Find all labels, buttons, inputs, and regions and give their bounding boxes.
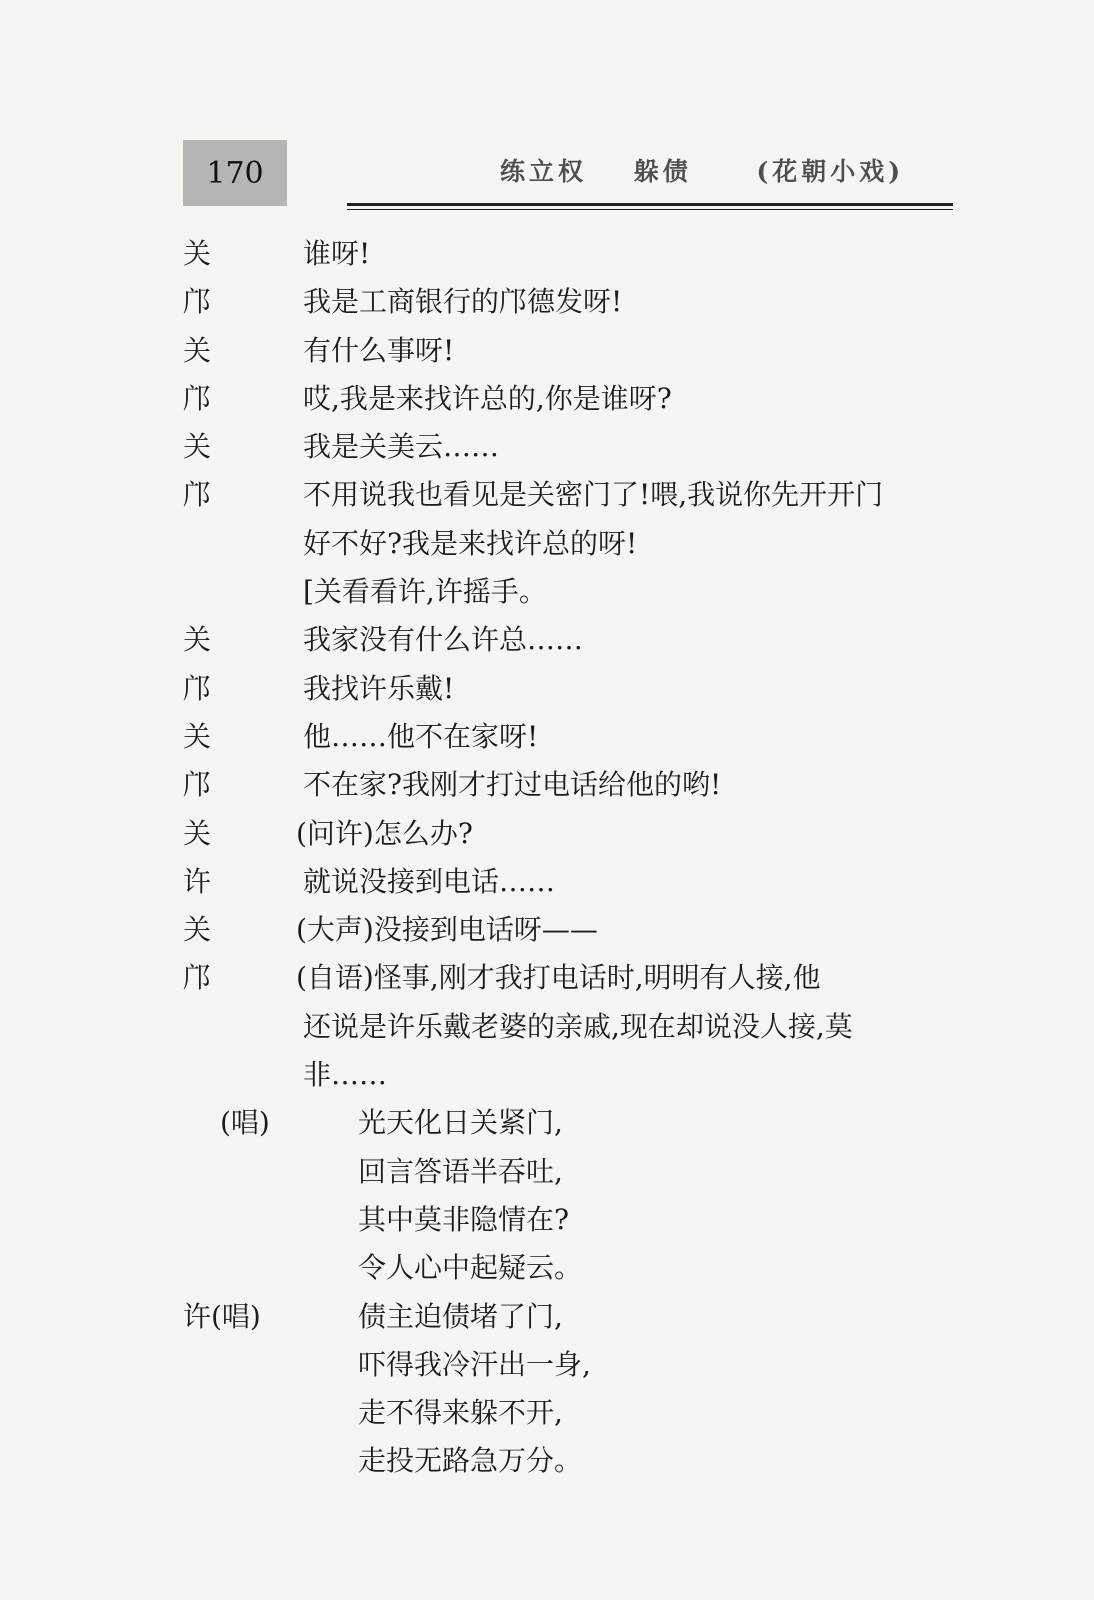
speaker: 邝 — [183, 671, 212, 705]
line-text: 有什么事呀! — [303, 333, 455, 367]
verse-text: 令人心中起疑云。 — [358, 1251, 583, 1285]
line-text: (大声)没接到电话呀—— — [296, 913, 598, 947]
line-text: 我家没有什么许总…… — [303, 623, 584, 657]
line-text: 我是关美云…… — [303, 430, 500, 464]
song-speaker: (唱) — [220, 1106, 270, 1140]
line-text: 非…… — [303, 1058, 388, 1092]
line-text: 还说是许乐戴老婆的亲戚,现在却说没人接,莫 — [303, 1009, 853, 1043]
speaker: 邝 — [183, 285, 212, 319]
line-text: 不在家?我刚才打过电话给他的哟! — [303, 768, 722, 802]
dialogue-line — [183, 423, 953, 471]
verse-text: 走投无路急万分。 — [358, 1444, 583, 1478]
song-line — [183, 1437, 953, 1485]
speaker: 关 — [183, 623, 212, 657]
song-line — [183, 1244, 953, 1292]
dialogue-line-continued — [183, 1003, 953, 1051]
speaker: 许 — [183, 864, 212, 898]
dialogue-line — [183, 810, 953, 858]
dialogue-line — [183, 954, 953, 1002]
speaker: 邝 — [183, 381, 212, 415]
line-text: (自语)怪事,刚才我打电话时,明明有人接,他 — [296, 961, 821, 995]
verse-text: 回言答语半吞吐, — [358, 1154, 563, 1188]
line-text: 哎,我是来找许总的,你是谁呀? — [303, 381, 672, 415]
dialogue-line — [183, 906, 953, 954]
line-text: 谁呀! — [303, 237, 371, 270]
running-head-genre: (花朝小戏) — [756, 157, 905, 186]
dialogue-line — [183, 230, 953, 278]
dialogue-line — [183, 616, 953, 664]
song-line — [183, 1196, 953, 1244]
dialogue-line — [183, 375, 953, 423]
dialogue-line — [183, 713, 953, 761]
song-speaker: 许(唱) — [183, 1299, 261, 1333]
line-text: 好不好?我是来找许总的呀! — [303, 526, 638, 560]
line-text: 我是工商银行的邝德发呀! — [303, 285, 623, 319]
dialogue-line — [183, 761, 953, 809]
speaker: 关 — [183, 816, 212, 850]
dialogue-line — [183, 327, 953, 375]
dialogue-line-continued — [183, 1051, 953, 1099]
verse-text: 债主迫债堵了门, — [358, 1299, 563, 1333]
speaker: 关 — [183, 430, 212, 464]
verse-text: 其中莫非隐情在? — [358, 1202, 570, 1236]
dialogue-line — [183, 471, 953, 519]
dialogue-line — [183, 665, 953, 713]
line-text: 我找许乐戴! — [303, 671, 455, 705]
line-text: 他……他不在家呀! — [303, 719, 539, 753]
verse-text: 光天化日关紧门, — [358, 1106, 563, 1140]
verse-text: 吓得我冷汗出一身, — [358, 1347, 591, 1381]
speaker: 关 — [183, 913, 212, 947]
verse-text: 走不得来躲不开, — [358, 1396, 563, 1430]
header-rule-thin — [347, 209, 953, 210]
speaker: 关 — [183, 333, 212, 367]
running-head-author: 练立权 — [500, 157, 588, 186]
song-line — [183, 1148, 953, 1196]
song-line — [183, 1389, 953, 1437]
stage-direction-text: [关看看许,许摇手。 — [303, 575, 547, 609]
line-text: 就说没接到电话…… — [303, 864, 556, 898]
speaker: 邝 — [183, 961, 212, 995]
page-number: 170 — [183, 140, 287, 206]
song-line — [183, 1099, 953, 1147]
header-rule-thick — [347, 203, 953, 206]
line-text: 不用说我也看见是关密门了!喂,我说你先开开门 — [303, 478, 884, 512]
running-head — [500, 152, 904, 188]
dialogue-line — [183, 858, 953, 906]
song-line — [183, 1341, 953, 1389]
stage-direction — [183, 568, 953, 616]
script-body — [183, 230, 953, 1486]
speaker: 关 — [183, 719, 212, 753]
line-text: (问许)怎么办? — [296, 816, 473, 850]
running-head-title: 躲债 — [633, 157, 692, 186]
dialogue-line — [183, 278, 953, 326]
song-line — [183, 1293, 953, 1341]
speaker: 邝 — [183, 768, 212, 802]
speaker: 邝 — [183, 478, 212, 512]
dialogue-line-continued — [183, 520, 953, 568]
speaker: 关 — [183, 237, 212, 270]
